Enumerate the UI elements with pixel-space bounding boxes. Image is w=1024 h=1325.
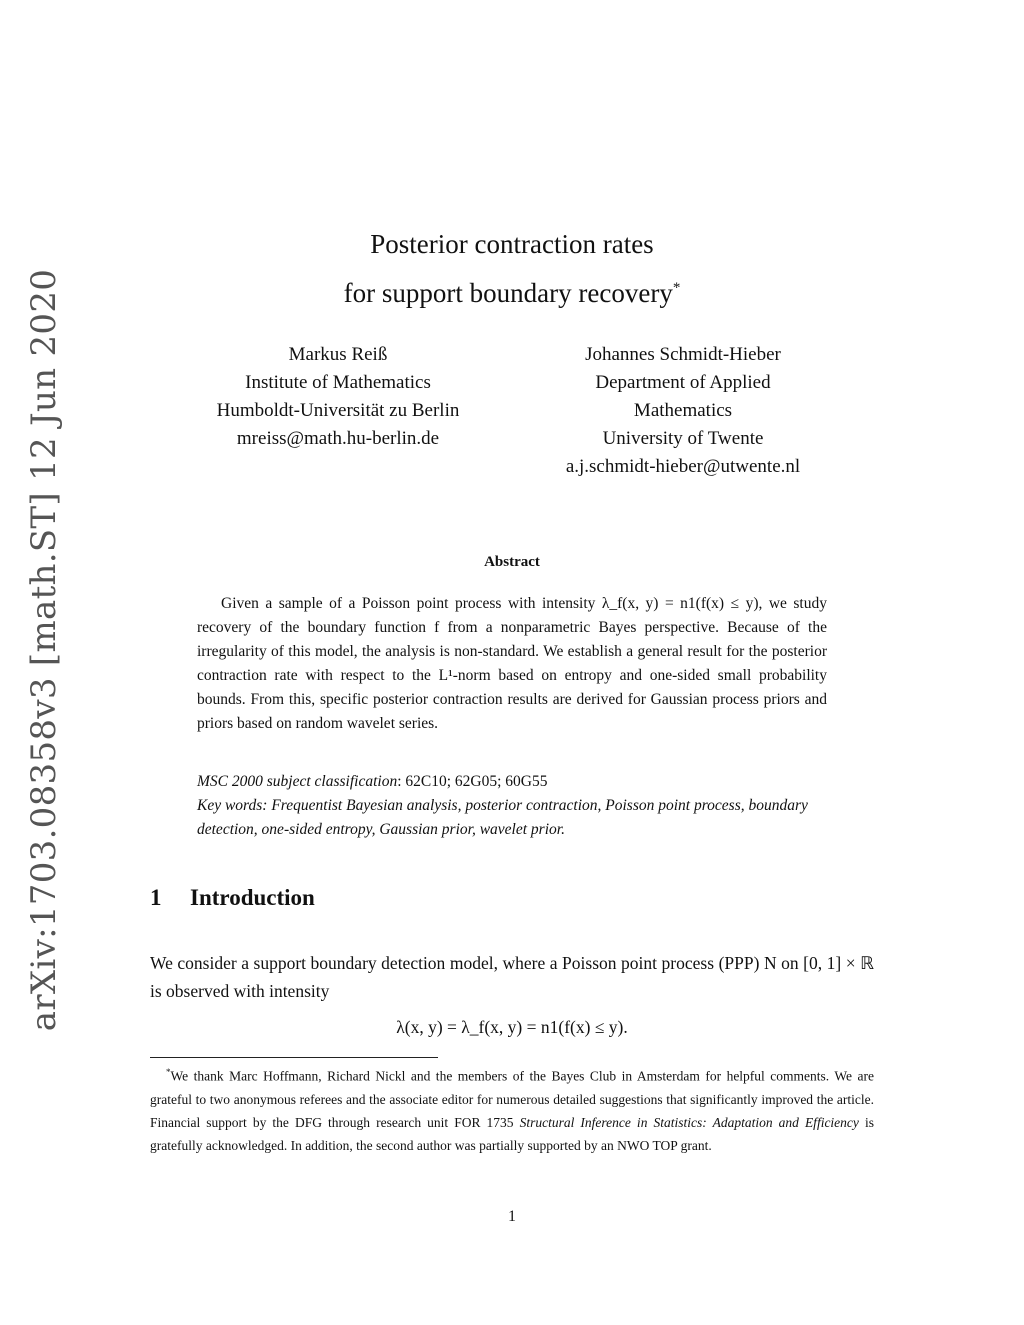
footnote-text-2: is gratefully acknowledged. In addition, the second author was partially supported by an NWO TOP grant. — [150, 1114, 874, 1153]
msc-label: MSC 2000 subject classification — [197, 773, 398, 790]
keywords: Key words: Frequentist Bayesian analysis, posterior contraction, Poisson point process, boundary detection, one-sided entropy, Gaussian prior, wavelet prior. — [197, 797, 808, 838]
title-footnote-mark: * — [672, 280, 681, 296]
abstract-body: Given a sample of a Poisson point process with intensity λ_f(x, y) = n1(f(x) ≤ y), we study recovery of the boundary function f from a nonparametric Bayes perspective. Because of the irregularity of this model, the analysis is non-standard. We establish a general result for the posterior contraction rate with respect to the L¹-norm based on entropy and one-sided small probability bounds. From this, specific posterior contraction results are derived for Gaussian process priors and priors based on random wavelet series. — [197, 595, 827, 732]
author-1-affiliation: Institute of Mathematics — [245, 372, 431, 393]
section-number: 1 — [150, 885, 162, 910]
arxiv-identifier-stamp: arXiv:1703.08358v3 [math.ST] 12 Jun 2020 — [24, 268, 64, 1032]
section-heading — [150, 885, 315, 911]
author-2-institution: University of Twente — [602, 428, 764, 449]
introduction-paragraph: We consider a support boundary detection model, where a Poisson point process (PPP) N on [0, 1] × ℝ is observed with intensity — [150, 953, 874, 1001]
author-block-1 — [188, 341, 488, 453]
author-1-institution: Humboldt-Universität zu Berlin — [216, 400, 460, 421]
author-1-name: Markus Reiß — [288, 344, 388, 365]
author-2-email: a.j.schmidt-hieber@utwente.nl — [565, 456, 801, 477]
msc-codes: : 62C10; 62G05; 60G55 — [397, 773, 548, 790]
footnote-text-1: We thank Marc Hoffmann, Richard Nickl and the members of the Bayes Club in Amsterdam for helpful comments. We are grateful to two anonymous referees and the associate editor for numerous detailed suggestions that significantly improved the article. Financial support by the DFG through research unit FOR 1735 — [150, 1068, 874, 1130]
footnote-divider — [150, 1057, 438, 1058]
title-line-1: Posterior contraction rates — [370, 229, 654, 259]
section-title: Introduction — [190, 885, 315, 910]
footnote-project-title: Structural Inference in Statistics: Adaptation and Efficiency — [519, 1114, 859, 1130]
page-number: 1 — [508, 1208, 516, 1225]
author-2-name: Johannes Schmidt-Hieber — [585, 344, 781, 365]
intensity-equation: λ(x, y) = λ_f(x, y) = n1(f(x) ≤ y). — [396, 1017, 628, 1037]
footnote-mark: * — [166, 1067, 171, 1077]
abstract-heading: Abstract — [484, 554, 540, 570]
footnote — [150, 1061, 874, 1157]
author-2-department: Department of Applied — [595, 372, 771, 393]
author-block-2 — [533, 341, 833, 481]
msc-classification — [197, 770, 827, 794]
title-line-2: for support boundary recovery* — [343, 278, 681, 308]
author-1-email: mreiss@math.hu-berlin.de — [236, 428, 440, 449]
paper-title — [0, 222, 1024, 315]
author-2-department-cont: Mathematics — [633, 400, 733, 421]
